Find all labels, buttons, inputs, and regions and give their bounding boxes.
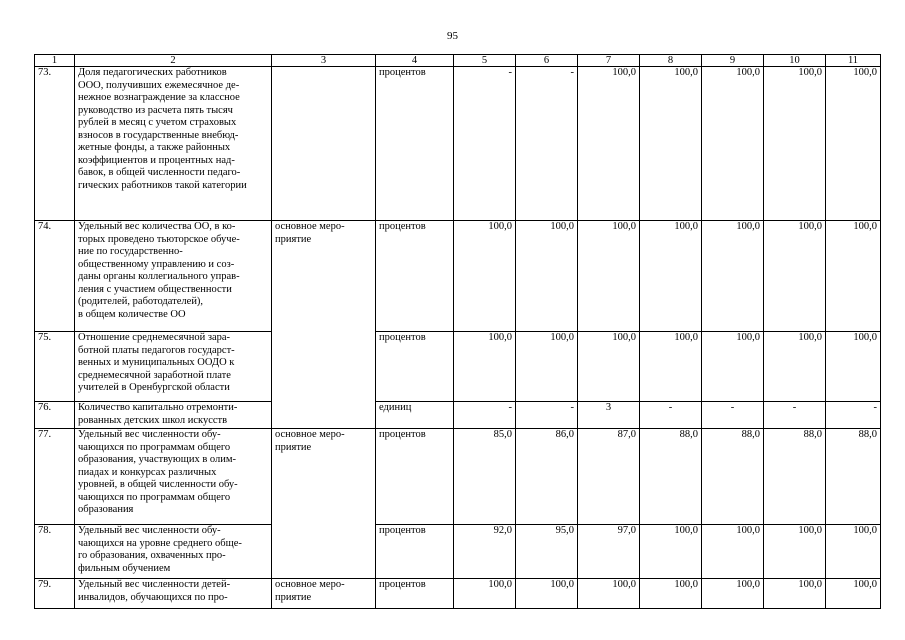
row-value: 100,0 — [578, 221, 640, 332]
row-description: Удельный вес количества ОО, в ко- торых проведено тьюторское обуче- ние по государственно- общественному управлению и соз- даны органы коллегиального управ- ления с участием общественности (родителей, работодателей), в общем количестве ОО — [75, 221, 272, 332]
row-unit: процентов — [376, 67, 454, 221]
row-value: 100,0 — [702, 221, 764, 332]
column-header: 10 — [764, 55, 826, 67]
row-value: 100,0 — [764, 525, 826, 579]
row-value: 100,0 — [702, 67, 764, 221]
row-value: 100,0 — [702, 525, 764, 579]
row-value: 95,0 — [516, 525, 578, 579]
row-number: 74. — [35, 221, 75, 332]
column-header: 1 — [35, 55, 75, 67]
row-unit: процентов — [376, 221, 454, 332]
row-value: 88,0 — [702, 429, 764, 525]
row-value: 100,0 — [640, 579, 702, 609]
column-header: 8 — [640, 55, 702, 67]
table-row — [35, 525, 881, 579]
row-number: 78. — [35, 525, 75, 579]
row-value: 100,0 — [640, 525, 702, 579]
row-value: 100,0 — [516, 332, 578, 402]
row-value: 100,0 — [826, 332, 881, 402]
row-description: Удельный вес численности обу- чающихся на уровне среднего обще- го образования, охваченных про- фильным обучением — [75, 525, 272, 579]
row-unit: процентов — [376, 429, 454, 525]
row-description: Удельный вес численности детей- инвалидов, обучающихся по про- — [75, 579, 272, 609]
row-value: 100,0 — [578, 67, 640, 221]
row-value: - — [516, 67, 578, 221]
row-description: Отношение среднемесячной зара- ботной платы педагогов государст- венных и муниципальных ООДО к среднемесячной заработной плате учителей в Оренбургской области — [75, 332, 272, 402]
row-type: основное меро- приятие — [272, 429, 376, 579]
row-unit: процентов — [376, 525, 454, 579]
row-unit: процентов — [376, 579, 454, 609]
row-value: 100,0 — [454, 221, 516, 332]
row-value: 100,0 — [454, 579, 516, 609]
column-header: 7 — [578, 55, 640, 67]
row-value: 3 — [578, 402, 640, 429]
row-description: Удельный вес численности обу- чающихся по программам общего образования, участвующих в олим- пиадах и конкурсах различных уровней, в общей численности обу- чающихся по программам общего образования — [75, 429, 272, 525]
row-value: 100,0 — [640, 332, 702, 402]
row-value: 100,0 — [516, 579, 578, 609]
table-row — [35, 402, 881, 429]
row-value: 100,0 — [826, 221, 881, 332]
row-value: 88,0 — [764, 429, 826, 525]
row-value: 100,0 — [578, 332, 640, 402]
row-value: - — [516, 402, 578, 429]
row-value: 87,0 — [578, 429, 640, 525]
row-value: 100,0 — [826, 67, 881, 221]
column-number-row — [35, 55, 881, 67]
column-header: 6 — [516, 55, 578, 67]
row-type: основное меро- приятие — [272, 579, 376, 609]
row-description: Количество капитально отремонти- рованных детских школ искусств — [75, 402, 272, 429]
row-number: 76. — [35, 402, 75, 429]
row-value: - — [454, 402, 516, 429]
row-value: 100,0 — [764, 221, 826, 332]
row-value: - — [640, 402, 702, 429]
row-value: 100,0 — [764, 332, 826, 402]
table-row — [35, 332, 881, 402]
row-unit: единиц — [376, 402, 454, 429]
row-number: 75. — [35, 332, 75, 402]
column-header: 3 — [272, 55, 376, 67]
row-value: 100,0 — [826, 579, 881, 609]
column-header: 11 — [826, 55, 881, 67]
column-header: 2 — [75, 55, 272, 67]
row-value: 100,0 — [640, 67, 702, 221]
row-value: - — [702, 402, 764, 429]
row-type — [272, 67, 376, 221]
table-row — [35, 67, 881, 221]
table-row — [35, 579, 881, 609]
row-number: 79. — [35, 579, 75, 609]
indicators-table — [34, 54, 881, 609]
table-row — [35, 429, 881, 525]
row-value: 86,0 — [516, 429, 578, 525]
row-value: 100,0 — [826, 525, 881, 579]
row-number: 77. — [35, 429, 75, 525]
row-description: Доля педагогических работников ООО, получивших ежемесячное де- нежное вознаграждение за классное руководство из расчета пять тысяч рублей в месяц с учетом страховых взносов в государственные внебюд- жетные фонды, а также районных коэффициентов и процентных над- бавок, в общей численности педаго- гических работников такой категории — [75, 67, 272, 221]
row-value: - — [454, 67, 516, 221]
row-value: 100,0 — [578, 579, 640, 609]
row-value: 88,0 — [826, 429, 881, 525]
row-unit: процентов — [376, 332, 454, 402]
row-value: 100,0 — [702, 579, 764, 609]
row-value: 92,0 — [454, 525, 516, 579]
row-number: 73. — [35, 67, 75, 221]
row-value: - — [826, 402, 881, 429]
column-header: 5 — [454, 55, 516, 67]
row-type: основное меро- приятие — [272, 221, 376, 429]
row-value: 100,0 — [702, 332, 764, 402]
column-header: 4 — [376, 55, 454, 67]
row-value: 100,0 — [516, 221, 578, 332]
row-value: 100,0 — [764, 67, 826, 221]
row-value: 100,0 — [640, 221, 702, 332]
column-header: 9 — [702, 55, 764, 67]
row-value: - — [764, 402, 826, 429]
row-value: 100,0 — [764, 579, 826, 609]
row-value: 85,0 — [454, 429, 516, 525]
row-value: 88,0 — [640, 429, 702, 525]
table-row — [35, 221, 881, 332]
page-number: 95 — [447, 30, 458, 42]
row-value: 100,0 — [454, 332, 516, 402]
row-value: 97,0 — [578, 525, 640, 579]
